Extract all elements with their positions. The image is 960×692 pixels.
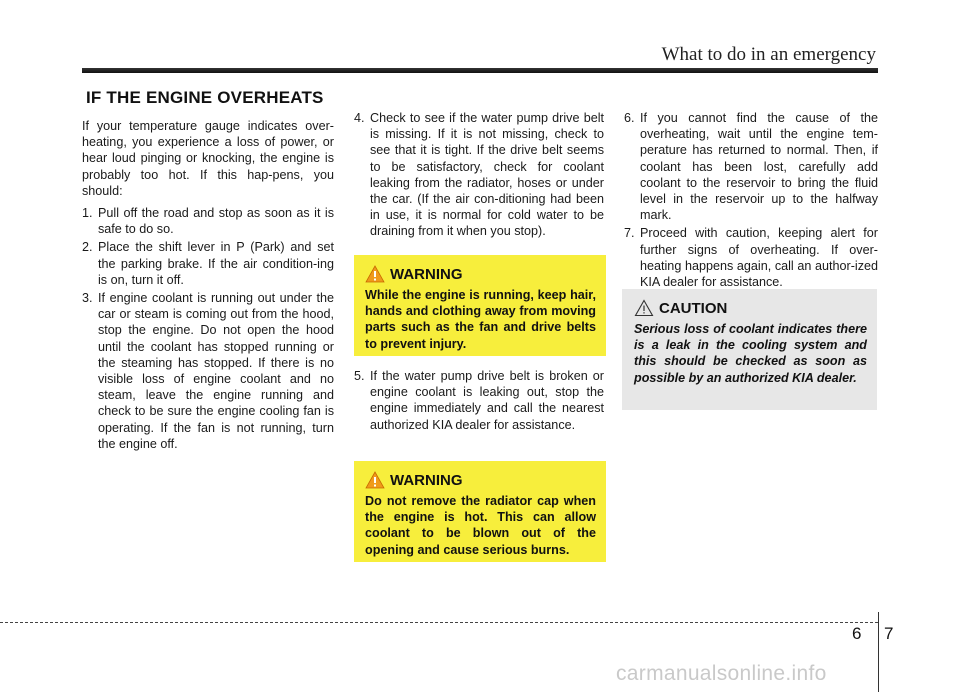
intro-paragraph: If your temperature gauge indicates over-heating, you experience a loss of power, or hear loud pinging or knocking, the engine is probably too hot. If this hap-pens, you should: — [82, 119, 334, 198]
caution-triangle-icon — [634, 299, 654, 317]
step-item — [354, 110, 604, 240]
step-text: If the water pump drive belt is broken or engine coolant is leaking out, stop the engine immediately and call the nearest authorized KIA dealer for assistance. — [370, 369, 604, 432]
chapter-number: 6 — [852, 624, 862, 643]
column-right — [624, 110, 878, 292]
warning-text: Do not remove the radiator cap when the engine is hot. This can allow coolant to be blown out of the opening and cause serious burns. — [365, 494, 596, 557]
caution-box-coolant-loss — [622, 289, 877, 410]
footer-rule — [0, 622, 878, 623]
caution-header — [634, 299, 867, 317]
step-item — [624, 225, 878, 290]
warning-triangle-icon — [365, 265, 385, 283]
step-number: 3. — [82, 291, 93, 306]
header-rule — [82, 68, 878, 73]
step-number: 6. — [624, 111, 635, 125]
caution-label: CAUTION — [659, 299, 728, 317]
step-item — [82, 239, 334, 288]
step-item — [354, 368, 604, 433]
warning-box-radiator-cap — [354, 461, 606, 562]
column-left — [82, 118, 334, 454]
warning-header — [365, 471, 596, 489]
step-number: 1. — [82, 206, 93, 221]
step-text: Check to see if the water pump drive belt is missing. If it is not missing, check to see that it is tight. If the drive belt seems to be satisfactory, check for coolant leaking from the radiator, hoses or under the car. (If the air con-ditioning had been in use, it is normal for cold water to be draining from it when you stop). — [370, 111, 604, 239]
step-item — [82, 290, 334, 452]
step-number: 5. — [354, 369, 365, 383]
step-text: If engine coolant is running out under the car or steam is coming out from the hood, stop the engine. Do not open the hood until the coolant has stopped running or the steaming has stopped. If there is no visible loss of engine coolant and no steam, leave the engine running and check to be sure the engine cooling fan is operating. If the fan is not running, turn the engine off. — [98, 291, 334, 451]
warning-box-moving-parts — [354, 255, 606, 356]
step-text: Place the shift lever in P (Park) and set the parking brake. If the air condition-ing is on, turn it off. — [98, 240, 334, 287]
step-item — [624, 110, 878, 223]
column-middle — [354, 110, 604, 242]
step-text: Pull off the road and stop as soon as it is safe to do so. — [98, 206, 334, 237]
warning-text: While the engine is running, keep hair, hands and clothing away from moving parts such as the fan and drive belts to prevent injury. — [365, 288, 596, 351]
step-number: 4. — [354, 111, 365, 125]
footer-divider — [878, 612, 879, 692]
step-text: If you cannot find the cause of the overheating, wait until the engine tem-perature has returned to normal. Then, if coolant has been lost, carefully add coolant to the reservoir to bring the fluid level in the reservoir up to the halfway mark. — [640, 111, 878, 223]
step-number: 7. — [624, 226, 635, 241]
warning-label: WARNING — [390, 471, 463, 489]
warning-triangle-icon — [365, 471, 385, 489]
warning-header — [365, 265, 596, 283]
warning-label: WARNING — [390, 265, 463, 283]
step-text: Proceed with caution, keeping alert for further signs of overheating. If over-heating happens again, call an author-ized KIA dealer for assistance. — [640, 226, 878, 290]
header-title: What to do in an emergency — [661, 44, 876, 65]
section-title: IF THE ENGINE OVERHEATS — [86, 88, 324, 107]
watermark: carmanualsonline.info — [616, 662, 827, 685]
step-item — [82, 205, 334, 237]
step-number: 2. — [82, 240, 93, 255]
caution-text: Serious loss of coolant indicates there is a leak in the cooling system and this should be checked as soon as possible by an authorized KIA dealer. — [634, 322, 867, 385]
page-number: 7 — [884, 624, 894, 643]
column-middle-lower — [354, 368, 604, 435]
